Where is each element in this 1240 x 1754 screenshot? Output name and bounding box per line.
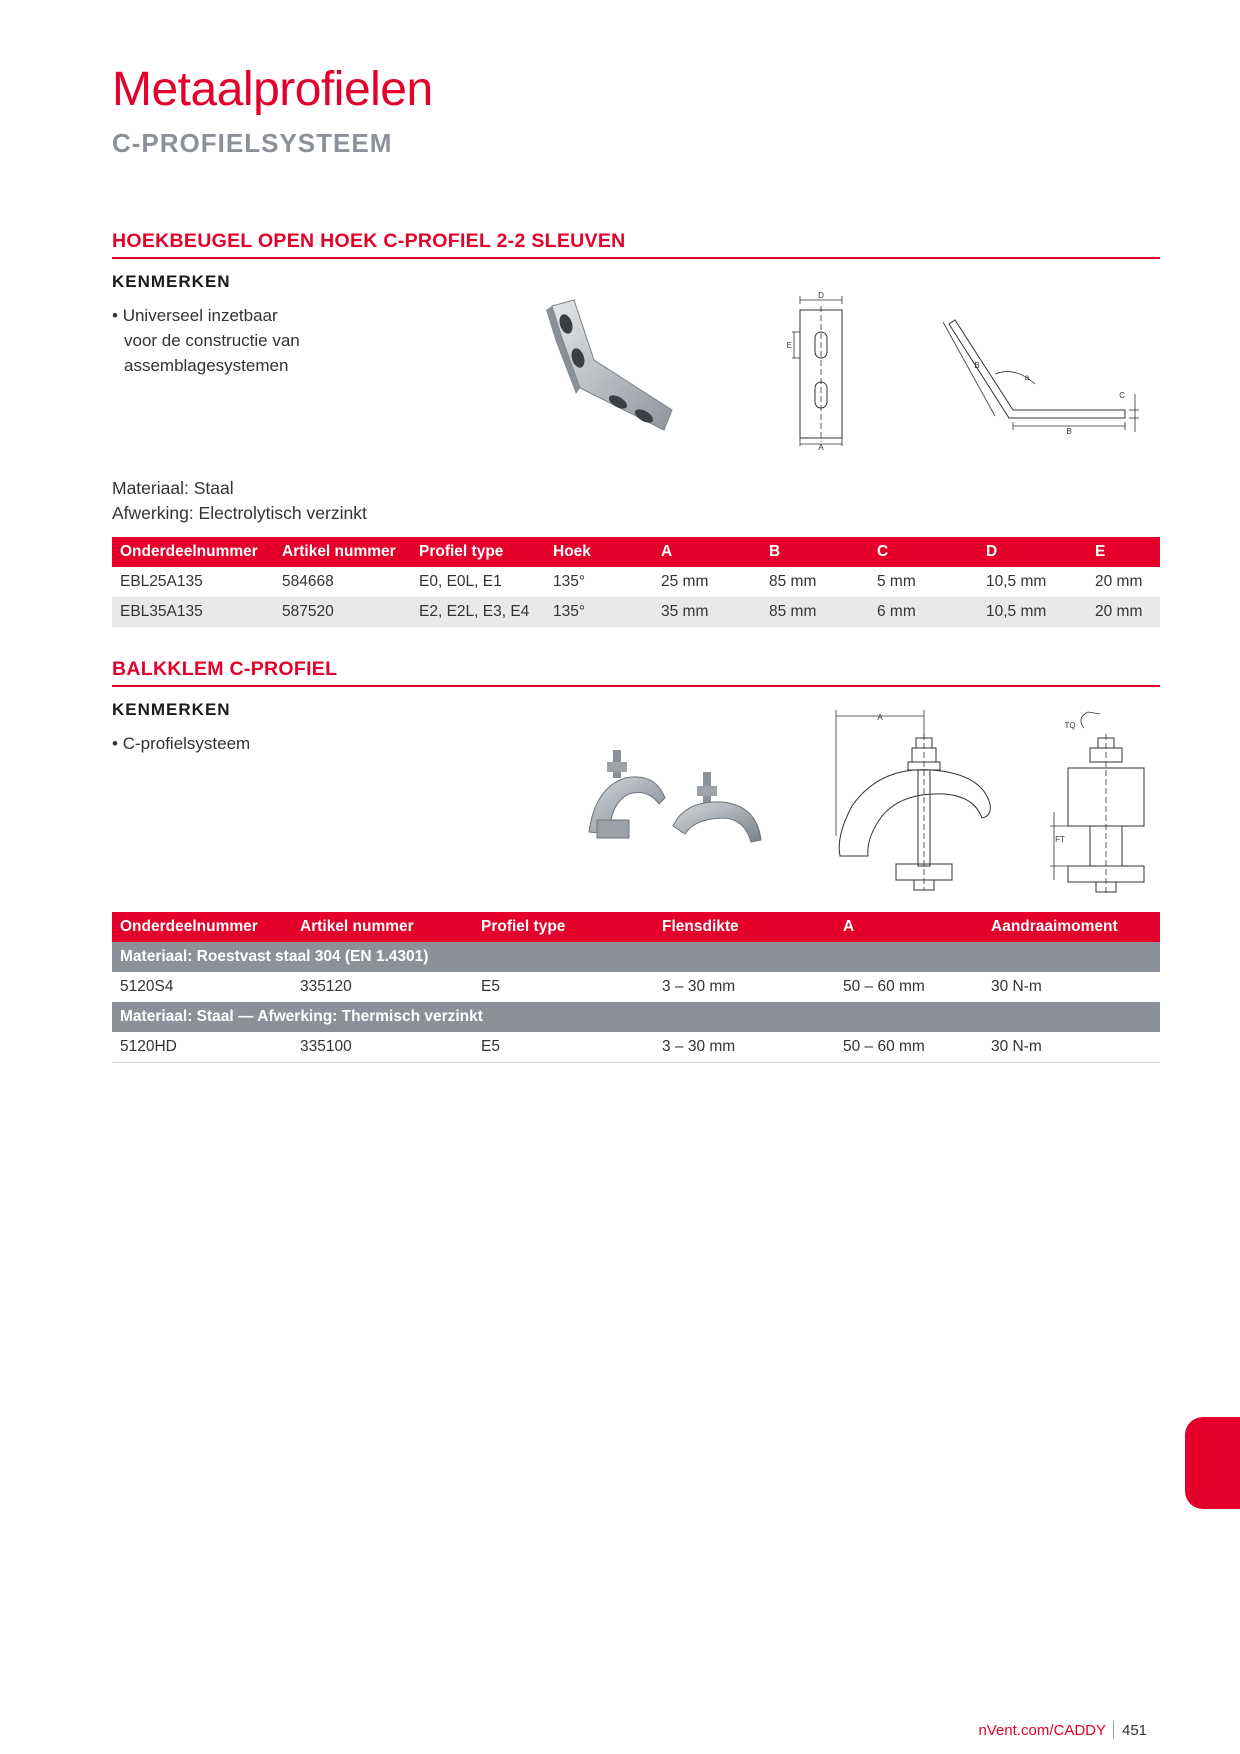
col-header: A — [835, 912, 983, 942]
feature-bullet: • C-profielsysteem — [112, 734, 251, 753]
table-group-row — [112, 942, 1160, 972]
dim-label-tq: TQ — [1064, 721, 1076, 730]
table-cell: EBL35A135 — [112, 597, 274, 627]
table-cell: 50 – 60 mm — [843, 978, 925, 995]
material-text: Materiaal: Staal — [112, 478, 234, 498]
chapter-side-tab — [1185, 1417, 1240, 1509]
table-header-row — [112, 912, 1160, 942]
col-header: C — [869, 537, 978, 567]
table-cell: 5120S4 — [120, 978, 174, 995]
col-header: E — [1087, 537, 1160, 567]
col-header: Hoek — [545, 537, 653, 567]
dim-label-c: C — [1119, 391, 1125, 400]
beam-clamp-photo — [585, 748, 775, 848]
table-header-row — [112, 537, 1160, 567]
features-heading: KENMERKEN — [112, 272, 231, 291]
col-header: Artikel nummer — [292, 912, 473, 942]
table-cell: 335120 — [300, 978, 352, 995]
table-cell: 85 mm — [769, 573, 817, 590]
table-cell: 135° — [553, 573, 586, 590]
col-header: B — [761, 537, 869, 567]
table-cell: 85 mm — [761, 597, 869, 627]
table-cell: 5 mm — [877, 573, 916, 590]
footer-website-link[interactable]: nVent.com/CADDY — [978, 1722, 1106, 1739]
group-label: Materiaal: Staal — Afwerking: Thermisch verzinkt — [112, 1002, 1160, 1032]
bracket-front-view-drawing — [780, 286, 860, 450]
dim-label-a: A — [877, 713, 883, 722]
hoekbeugel-spec-table — [112, 537, 1160, 627]
table-group-row — [112, 1002, 1160, 1032]
table-cell: 50 – 60 mm — [835, 1032, 983, 1063]
table-cell: 30 N-m — [983, 1032, 1160, 1063]
footer-divider — [1113, 1721, 1114, 1739]
table-cell: 20 mm — [1095, 573, 1143, 590]
col-header: Artikel nummer — [274, 537, 411, 567]
table-cell: 35 mm — [653, 597, 761, 627]
page-title: Metaalprofielen — [112, 63, 433, 116]
col-header: Onderdeelnummer — [112, 537, 274, 567]
beam-clamp-front-drawing — [1036, 708, 1166, 898]
col-header: Onderdeelnummer — [112, 912, 292, 942]
table-cell: 20 mm — [1087, 597, 1160, 627]
dim-label-angle: a — [1024, 373, 1030, 382]
dim-label-d: D — [818, 291, 824, 300]
table-row — [112, 1032, 1160, 1063]
table-cell: E5 — [481, 978, 500, 995]
table-cell: E2, E2L, E3, E4 — [411, 597, 545, 627]
dim-label-ft: FT — [1055, 835, 1065, 844]
table-cell: E0, E0L, E1 — [419, 573, 502, 590]
finish-text: Afwerking: Electrolytisch verzinkt — [112, 503, 367, 523]
bracket-side-view-drawing — [935, 306, 1145, 436]
col-header: D — [978, 537, 1087, 567]
section-title-hoekbeugel: HOEKBEUGEL OPEN HOEK C-PROFIEL 2-2 SLEUVEN — [112, 230, 1160, 259]
dim-label-b-side: B — [974, 361, 980, 370]
group-label: Materiaal: Roestvast staal 304 (EN 1.4301) — [112, 942, 1160, 972]
col-header: Profiel type — [411, 537, 545, 567]
col-header: Profiel type — [473, 912, 654, 942]
table-cell: 25 mm — [661, 573, 709, 590]
feature-bullet-text: C-profielsysteem — [122, 734, 251, 753]
dim-label-a: A — [818, 443, 824, 450]
feature-bullet-text: Universeel inzetbaar voor de constructie van assemblagesystemen — [122, 306, 300, 375]
table-cell: 135° — [545, 597, 653, 627]
page-subtitle: C-PROFIELSYSTEEM — [112, 128, 393, 158]
angle-bracket-photo — [540, 298, 680, 438]
col-header: Flensdikte — [654, 912, 835, 942]
table-cell: 10,5 mm — [978, 597, 1087, 627]
section-title-balkklem: BALKKLEM C-PROFIEL — [112, 658, 1160, 687]
table-cell: 10,5 mm — [986, 573, 1047, 590]
col-header: A — [653, 537, 761, 567]
table-row — [112, 597, 1160, 627]
features-heading: KENMERKEN — [112, 700, 231, 719]
table-row — [112, 972, 1160, 1002]
table-cell: EBL25A135 — [120, 573, 203, 590]
dim-label-e: E — [786, 341, 792, 350]
table-cell: 3 – 30 mm — [662, 978, 736, 995]
table-row — [112, 567, 1160, 597]
table-cell: 6 mm — [869, 597, 978, 627]
balkklem-spec-table — [112, 912, 1160, 1063]
table-cell: 584668 — [282, 573, 334, 590]
dim-label-b-bottom: B — [1066, 427, 1072, 436]
table-cell: E5 — [473, 1032, 654, 1063]
table-cell: 30 N-m — [991, 978, 1042, 995]
table-cell: 587520 — [274, 597, 411, 627]
table-cell: 335100 — [292, 1032, 473, 1063]
col-header: Aandraaimoment — [983, 912, 1160, 942]
beam-clamp-side-drawing — [832, 706, 1002, 896]
table-cell: 5120HD — [112, 1032, 292, 1063]
feature-bullet: • Universeel inzetbaar voor de constructie van assemblagesystemen — [112, 306, 300, 375]
table-cell: 3 – 30 mm — [654, 1032, 835, 1063]
page-number: 451 — [1122, 1722, 1148, 1739]
